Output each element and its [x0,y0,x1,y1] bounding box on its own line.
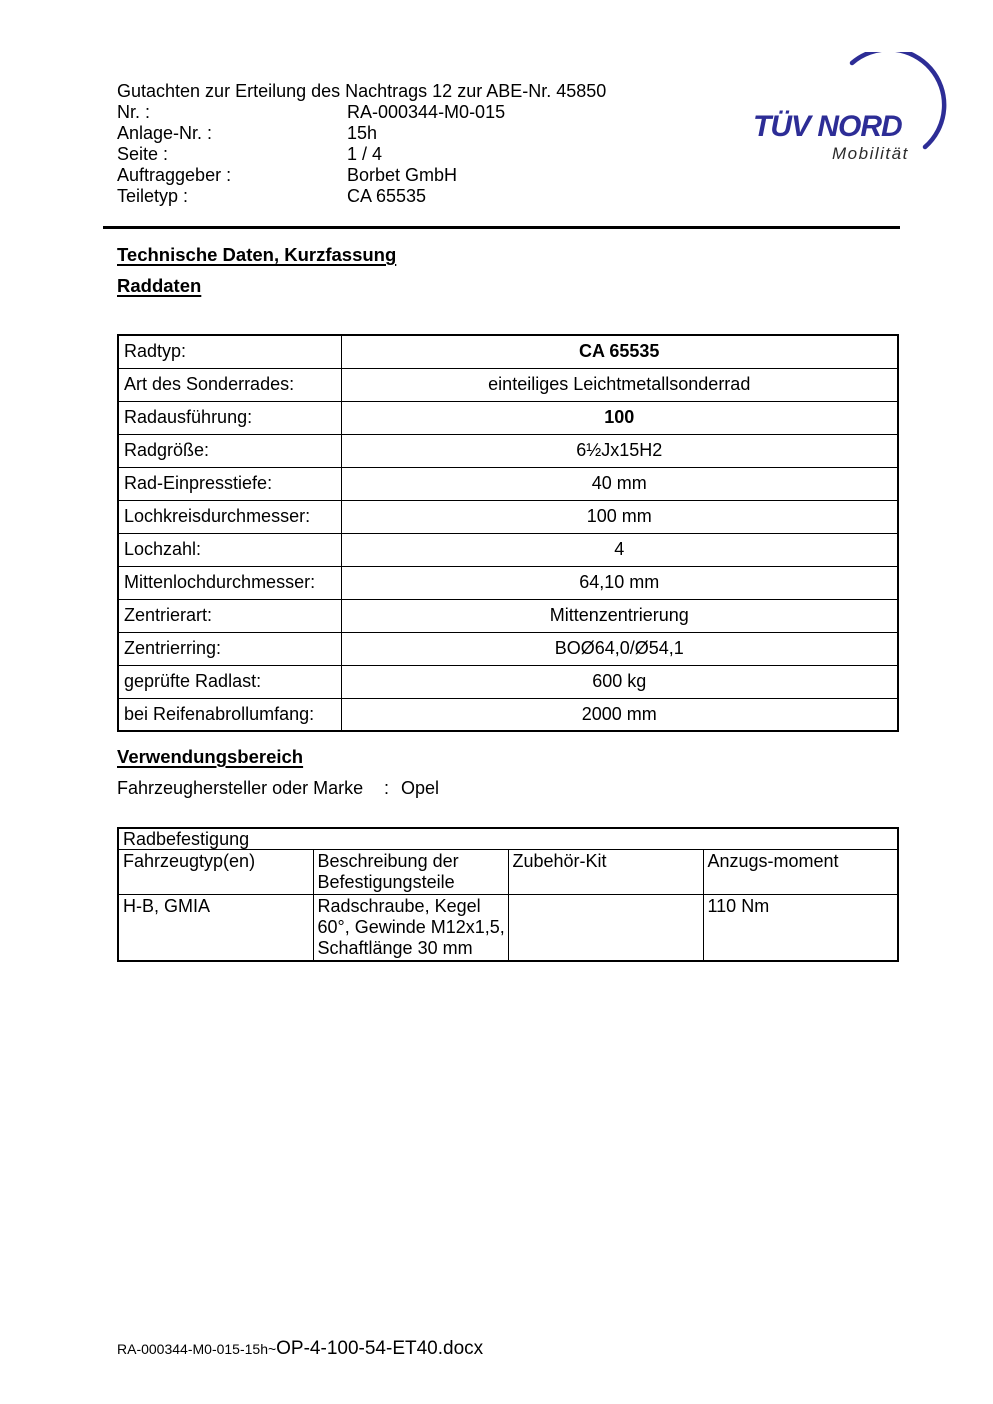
raddaten-value: einteiliges Leichtmetallsonderrad [341,368,898,401]
raddaten-value: Mittenzentrierung [341,599,898,632]
raddaten-label: Radausführung: [118,401,341,434]
fahrzeugtyp-value: H-B, GMIA [118,895,313,962]
field-value: RA-000344-M0-015 [347,102,506,122]
field-label: Anlage-Nr. : [117,123,213,143]
raddaten-value: 40 mm [341,467,898,500]
raddaten-label: geprüfte Radlast: [118,665,341,698]
logo-brand-text: TÜV NORD [753,110,902,143]
table-row [118,698,898,731]
field-value: CA 65535 [347,186,427,206]
table-row [118,533,898,566]
header-divider [103,226,900,229]
radbefestigung-table [117,827,899,962]
table-row [118,401,898,434]
raddaten-label: Lochzahl: [118,533,341,566]
section-heading-verwendungsbereich: Verwendungsbereich [117,746,304,767]
field-label: Seite : [117,144,169,164]
table-caption-row [118,828,898,850]
raddaten-label: Art des Sonderrades: [118,368,341,401]
raddaten-value: 600 kg [341,665,898,698]
column-header-anzugsmoment: Anzugs-moment [703,850,898,895]
table-row [118,632,898,665]
hersteller-line [117,778,899,799]
table-header-row [118,850,898,895]
footer-filename: OP-4-100-54-ET40.docx [276,1338,484,1359]
radbefestigung-caption: Radbefestigung [118,828,898,850]
header-field-row [117,186,899,207]
raddaten-label: Mittenlochdurchmesser: [118,566,341,599]
raddaten-value: 100 [341,401,898,434]
logo-subtitle: Mobilität [832,144,909,163]
raddaten-label: Lochkreisdurchmesser: [118,500,341,533]
raddaten-label: bei Reifenabrollumfang: [118,698,341,731]
table-row [118,500,898,533]
raddaten-value: 4 [341,533,898,566]
raddaten-label: Zentrierart: [118,599,341,632]
hersteller-colon: : [384,778,390,798]
table-row [118,665,898,698]
hersteller-value: Opel [401,778,440,798]
table-row [118,566,898,599]
field-value: Borbet GmbH [347,165,458,185]
raddaten-value: CA 65535 [341,335,898,368]
section-heading-technische-daten: Technische Daten, Kurzfassung [117,244,397,265]
column-header-zubehoer-kit: Zubehör-Kit [508,850,703,895]
footer-document-id: RA-000344-M0-015-15h~ [117,1341,277,1357]
zubehoer-value [508,895,703,962]
table-row [118,467,898,500]
raddaten-value: 2000 mm [341,698,898,731]
raddaten-label: Radgröße: [118,434,341,467]
raddaten-value: 6½Jx15H2 [341,434,898,467]
raddaten-label: Rad-Einpresstiefe: [118,467,341,500]
document-title: Gutachten zur Erteilung des Nachtrags 12 zur ABE-Nr. 45850 [117,81,607,101]
column-header-beschreibung: Beschreibung der Befestigungsteile [313,850,508,895]
field-value: 1 / 4 [347,144,383,164]
table-row [118,335,898,368]
raddaten-label: Radtyp: [118,335,341,368]
raddaten-label: Zentrierring: [118,632,341,665]
field-label: Auftraggeber : [117,165,232,185]
column-header-fahrzeugtyp: Fahrzeugtyp(en) [118,850,313,895]
page-footer [117,1338,483,1360]
field-label: Nr. : [117,102,151,122]
section-heading-raddaten: Raddaten [117,275,202,296]
table-row [118,895,898,962]
raddaten-value: 100 mm [341,500,898,533]
raddaten-table [117,334,899,732]
table-row [118,368,898,401]
table-row [118,599,898,632]
tuev-nord-logo [748,52,953,174]
hersteller-label: Fahrzeughersteller oder Marke [117,778,364,798]
field-label: Teiletyp : [117,186,189,206]
field-value: 15h [347,123,378,143]
raddaten-value: 64,10 mm [341,566,898,599]
beschreibung-value: Radschraube, Kegel 60°, Gewinde M12x1,5, Schaftlänge 30 mm [313,895,508,962]
table-row [118,434,898,467]
raddaten-value: BOØ64,0/Ø54,1 [341,632,898,665]
anzugsmoment-value: 110 Nm [703,895,898,962]
